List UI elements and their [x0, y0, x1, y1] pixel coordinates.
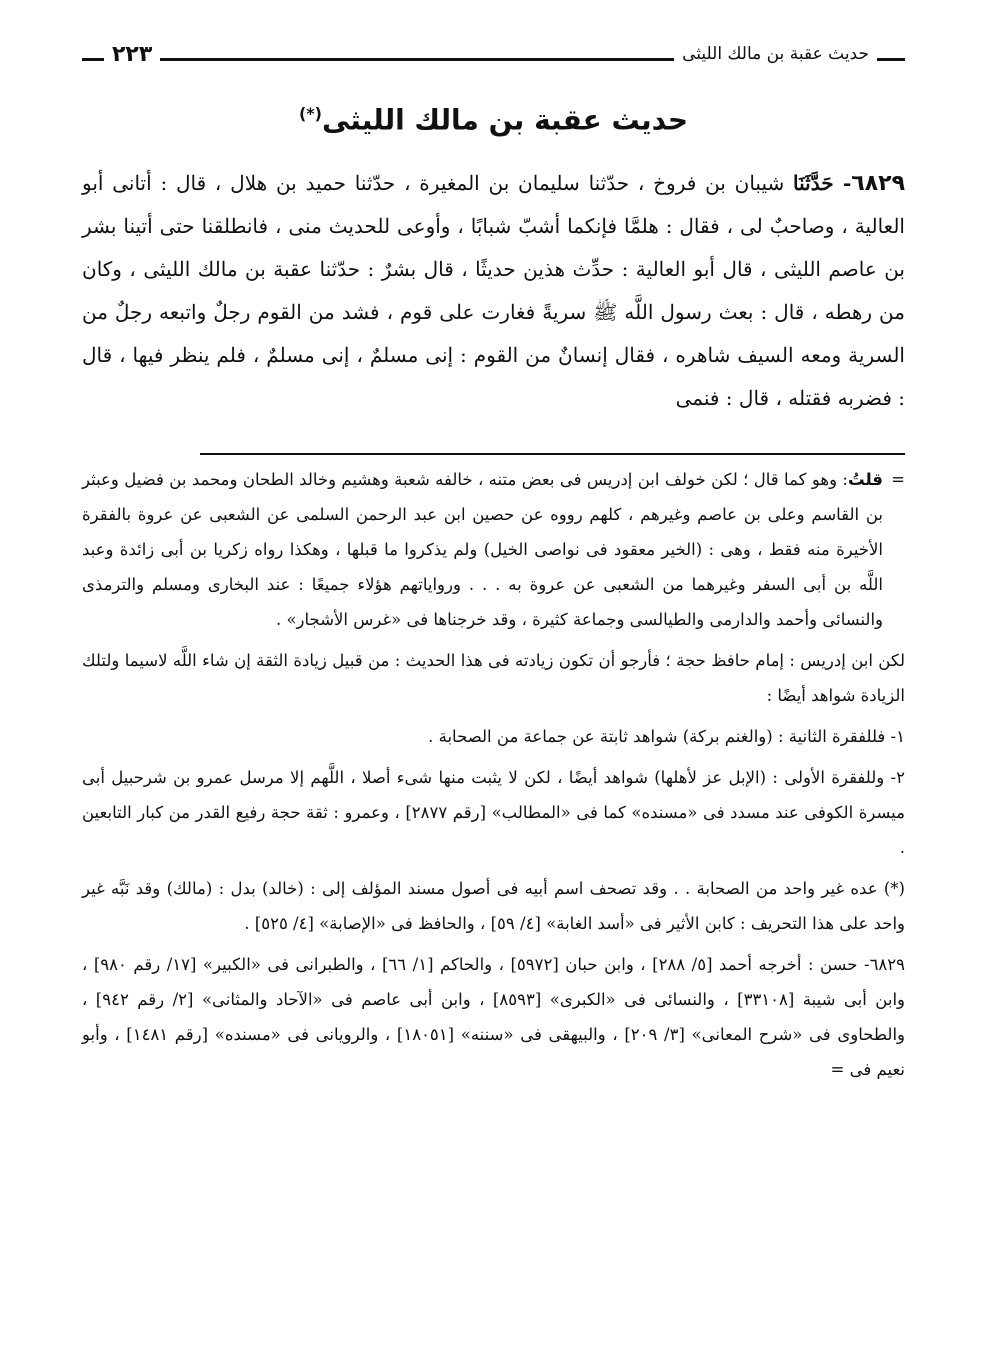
footnotes: [82, 462, 905, 1093]
footnote-takhrij: [82, 947, 905, 1087]
takhrij-text: حسن : أخرجه أحمد [٥/ ٢٨٨] ، وابن حبان [٥٩٧٢] ، والحاكم [١/ ٦٦] ، والطبرانى فى «الكبير» [١٧/ رقم ٩٨٠] ، وابن أبى شيبة [٣٣١٠٨] ، والنسائى فى «الكبرى» [٨٥٩٣] ، وابن أبى عاصم فى «الآحاد والمثانى» [٢/ رقم ٩٤٢] ، والطحاوى فى «شرح المعانى» [٣/ ٢٠٩] ، والبيهقى فى «سننه» [١٨٠٥١] ، والرويانى فى «مسنده» [رقم ١٤٨١] ، وأبو نعيم فى =: [82, 955, 905, 1079]
page-number: ٢٢٣: [112, 41, 153, 67]
hadith-text: شيبان بن فروخ ، حدّثنا سليمان بن المغيرة ، حدّثنا حميد بن هلال ، قال : أتانى أبو العالية ، وصاحبٌ لى ، فقال : هلمَّا فإنكما أشبّ شبابًا ، وأوعى للحديث منى ، فانطلقنا حتى أتينا بشر بن عاصم الليثى ، قال أبو العالية : حدِّث هذين حديثًا ، قال بشرٌ : حدّثنا عقبة بن مالك الليثى ، وكان من رهطه ، قال : بعث رسول اللَّه ﷺ سريةً فغارت على قوم ، فشد من القوم رجلٌ واتبعه رجلٌ من السرية ومعه السيف شاهره ، فقال إنسانٌ من القوم : إنى مسلمٌ ، إنى مسلمٌ ، فلم ينظر فيها ، قال : فضربه فقتله ، قال : فنمى: [82, 171, 905, 410]
hadith-body: [82, 162, 905, 420]
chapter-title-text: حديث عقبة بن مالك الليثى: [321, 103, 689, 137]
footnote-qultu: [82, 462, 905, 637]
header-dash-left: [82, 58, 104, 61]
chapter-title: [82, 92, 905, 142]
footnote-separator: [200, 453, 905, 455]
footnote-item-1: ١- فللفقرة الثانية : (والغنم بركة) شواهد ثابتة عن جماعة من الصحابة .: [428, 727, 905, 746]
takhrij-number: ٦٨٢٩-: [863, 955, 906, 974]
hadith-number: ٦٨٢٩: [851, 171, 906, 196]
page: [82, 0, 905, 1367]
qultu-text: : وهو كما قال ؛ لكن خولف ابن إدريس فى بعض متنه ، خالفه شعبة وهشيم وخالد الطحان ومحمد بن فضيل وعبثر بن القاسم وعلى بن عاصم وغيرهم ، كلهم رووه عن حصين ابن عبد الرحمن السلمى عن الشعبى عن عروة بالفقرة الأخيرة منه فقط ، وهى : (الخير معقود فى نواصى الخيل) ولم يذكروا ما قبلها ، وهكذا رواه زكريا بن أبى زائدة وعبد اللَّه بن أبى السفر وغيرهما من الشعبى عن عروة به . . . ورواياتهم هؤلاء جميعًا : عند البخارى ومسلم والترمذى والنسائى وأحمد والدارمى والطيالسى وجماعة كثيرة ، وقد خرجناها فى «غرس الأشجار» .: [82, 470, 883, 629]
hadith-haddathana: - حَدَّثَنَا: [793, 171, 852, 195]
qultu-label: قلتُ: [847, 470, 883, 489]
header-dash-right: [877, 58, 905, 61]
footnote-item-2: ٢- وللفقرة الأولى : (الإبل عز لأهلها) شواهد أيضًا ، لكن لا يثبت منها شىء أصلا ، اللَّهم إلا مرسل عمرو بن شرحبيل أبى ميسرة الكوفى عند مسدد فى «مسنده» كما فى «المطالب» [رقم ٢٨٧٧] ، وعمرو : ثقة حجة رفيع القدر من كبار التابعين .: [82, 768, 905, 857]
footnote-paragraph: لكن ابن إدريس : إمام حافظ حجة ؛ فأرجو أن تكون زيادته فى هذا الحديث : من قبيل زيادة الثقة إن شاء اللَّه لاسيما ولتلك الزيادة شواهد أيضًا :: [82, 651, 905, 705]
running-header: [82, 34, 905, 74]
continuation-mark: =: [891, 470, 905, 489]
footnote-star-note: (*) عده غير واحد من الصحابة . . وقد تصحف اسم أبيه فى أصول مسند المؤلف إلى : (خالد) بدل : (مالك) وقد نَبَّه غير واحد على هذا التحريف : كابن الأثير فى «أسد الغابة» [٤/ ٥٩] ، والحافظ فى «الإصابة» [٤/ ٥٢٥] .: [82, 879, 905, 933]
header-rule: [160, 58, 674, 61]
chapter-footnote-marker: (*): [298, 104, 322, 123]
running-header-title: حديث عقبة بن مالك الليثى: [682, 44, 869, 64]
